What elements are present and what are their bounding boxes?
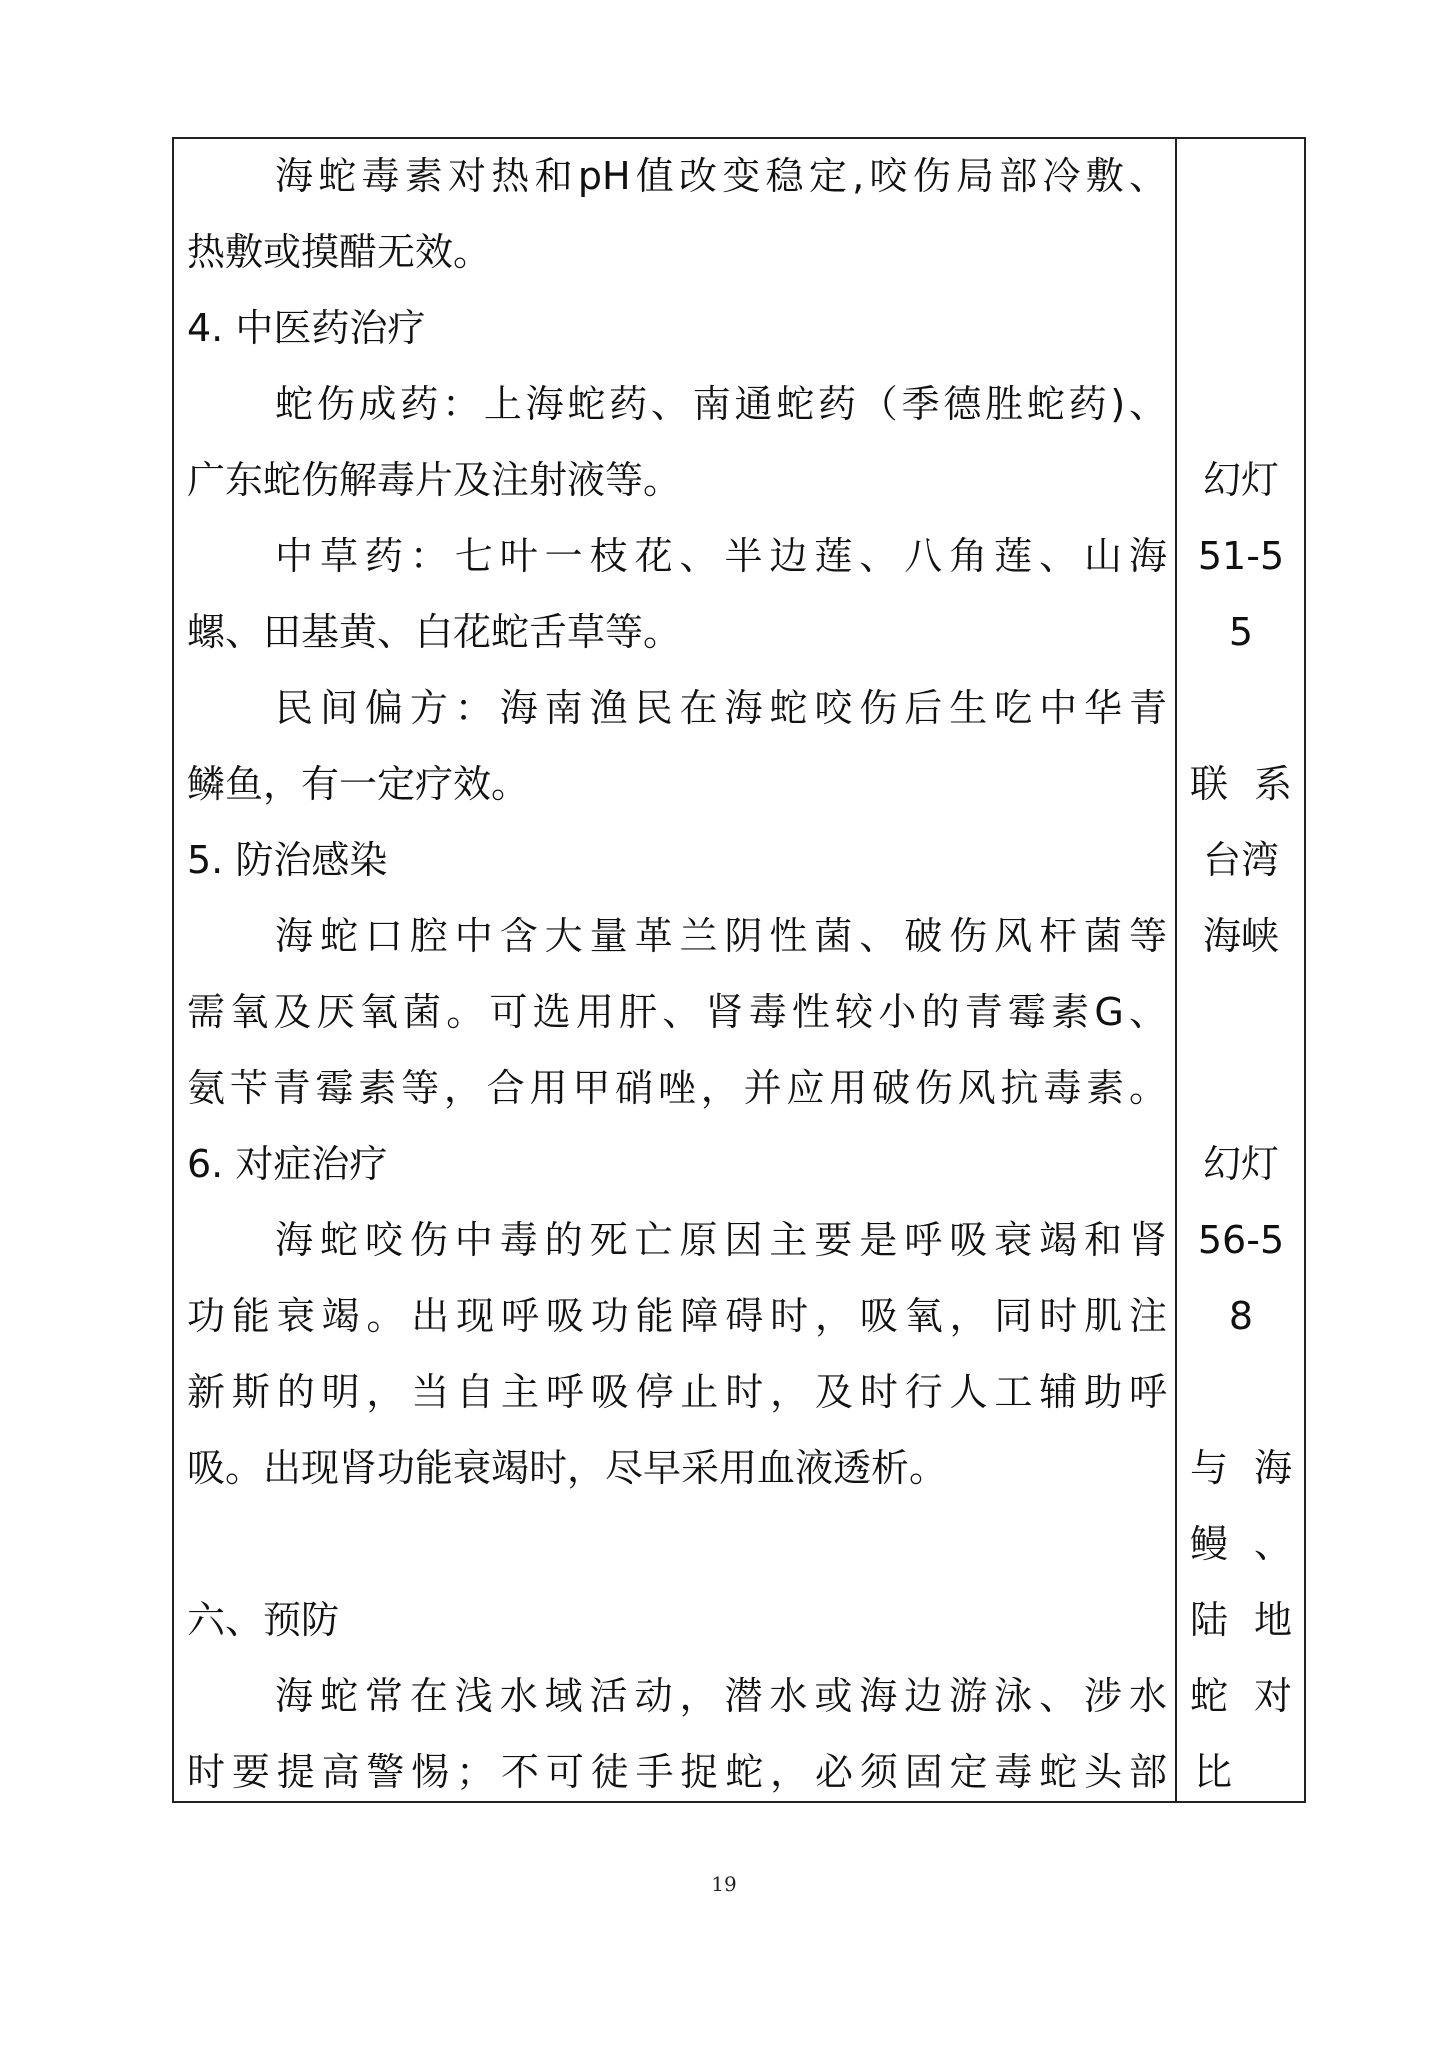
main-line: 海蛇口腔中含大量革兰阴性菌、破伤风杆菌等 bbox=[275, 914, 1167, 958]
side-note-line: 与 海 bbox=[1190, 1446, 1292, 1490]
main-line: 需氧及厌氧菌。可选用肝、肾毒性较小的青霉素G、 bbox=[187, 990, 1167, 1034]
side-note-line: 比 bbox=[1194, 1750, 1233, 1794]
side-note-line: 5 bbox=[1228, 610, 1254, 654]
main-line: 海蛇毒素对热和pH值改变稳定,咬伤局部冷敷、 bbox=[275, 154, 1167, 198]
section-heading: 六、预防 bbox=[187, 1598, 340, 1642]
main-line: 吸。出现肾功能衰竭时，尽早采用血液透析。 bbox=[187, 1446, 948, 1490]
side-note-line: 8 bbox=[1228, 1294, 1254, 1338]
main-line: 民间偏方：海南渔民在海蛇咬伤后生吃中华青 bbox=[275, 686, 1167, 730]
main-line: 海蛇常在浅水域活动，潜水或海边游泳、涉水 bbox=[275, 1674, 1167, 1718]
side-note-line: 海峡 bbox=[1202, 914, 1279, 958]
section-heading: 4. 中医药治疗 bbox=[187, 306, 426, 350]
main-line: 广东蛇伤解毒片及注射液等。 bbox=[187, 458, 682, 502]
main-line: 氨苄青霉素等，合用甲硝唑，并应用破伤风抗毒素。 bbox=[187, 1066, 1167, 1110]
section-heading: 5. 防治感染 bbox=[187, 838, 388, 882]
main-line: 功能衰竭。出现呼吸功能障碍时，吸氧，同时肌注 bbox=[187, 1294, 1167, 1338]
main-line: 时要提高警惕；不可徒手捉蛇，必须固定毒蛇头部 bbox=[187, 1750, 1167, 1794]
main-line: 热敷或摸醋无效。 bbox=[187, 230, 492, 274]
main-line: 蛇伤成药：上海蛇药、南通蛇药（季德胜蛇药)、 bbox=[275, 382, 1167, 426]
main-line: 中草药：七叶一枝花、半边莲、八角莲、山海 bbox=[275, 534, 1167, 578]
main-line: 鳞鱼，有一定疗效。 bbox=[187, 762, 530, 806]
side-note-line: 联 系 bbox=[1190, 762, 1292, 806]
section-heading: 6. 对症治疗 bbox=[187, 1142, 388, 1186]
page-number: 19 bbox=[711, 1872, 737, 1896]
side-note-line: 幻灯 bbox=[1202, 458, 1279, 502]
side-note-line: 蛇 对 bbox=[1190, 1674, 1292, 1718]
side-note-line: 台湾 bbox=[1202, 838, 1279, 882]
side-note-line: 56-5 bbox=[1197, 1218, 1285, 1262]
side-note-line: 51-5 bbox=[1197, 534, 1285, 578]
side-note-line: 幻灯 bbox=[1202, 1142, 1279, 1186]
main-line: 螺、田基黄、白花蛇舌草等。 bbox=[187, 610, 682, 654]
side-note-line: 陆 地 bbox=[1190, 1598, 1292, 1642]
side-note-line: 鳗 、 bbox=[1190, 1522, 1292, 1566]
main-line: 海蛇咬伤中毒的死亡原因主要是呼吸衰竭和肾 bbox=[275, 1218, 1167, 1262]
main-line: 新斯的明，当自主呼吸停止时，及时行人工辅助呼 bbox=[187, 1370, 1167, 1414]
column-divider bbox=[1175, 137, 1177, 1803]
